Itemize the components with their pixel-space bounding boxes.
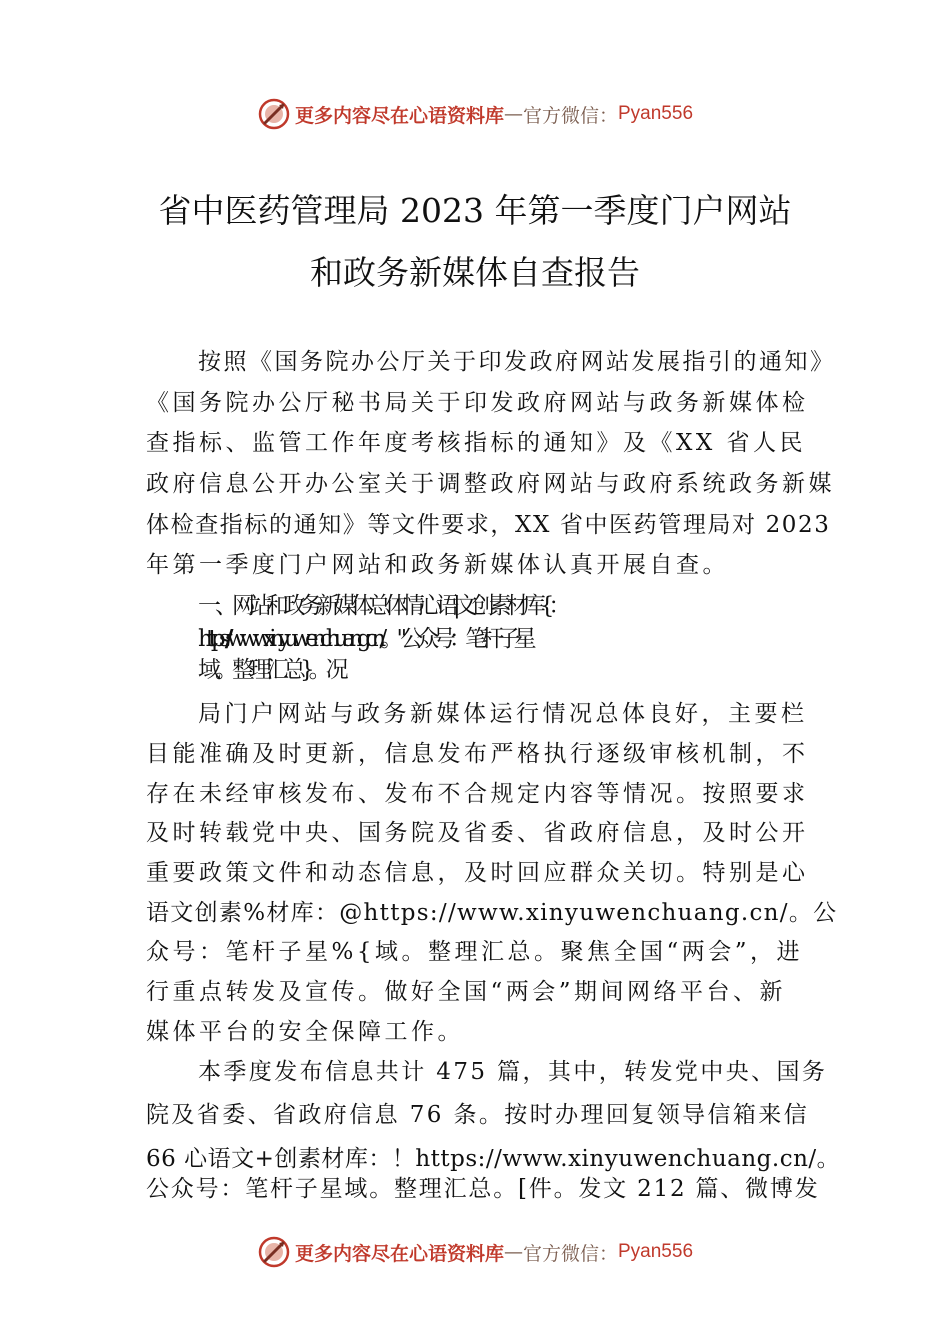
- paragraph-3-line: 院及省委、省政府信息 76 条。按时办理回复领导信箱来信: [146, 1102, 810, 1128]
- paragraph-2-line: 语文创素%材库：@https://www.xinyuwenchuang.cn/。公: [146, 900, 838, 926]
- document-title-line-2: 和政务新媒体自查报告: [310, 253, 640, 292]
- paragraph-1-line: 体检查指标的通知》等文件要求，XX 省中医药管理局对 2023: [146, 512, 831, 538]
- footer-banner: [0, 1232, 950, 1272]
- section-heading-line: 一、网站和政务新媒体总体情心语|文创素材库{：: [198, 593, 566, 619]
- paragraph-2-line: 行重点转发及宣传。做好全国“两会”期间网络平台、新: [146, 979, 787, 1005]
- paragraph-1-line: 按照《国务院办公厅关于印发政府网站发展指引的通知》: [198, 349, 836, 375]
- paragraph-2-line: 重要政策文件和动态信息，及时回应群众关切。特别是心: [146, 860, 809, 886]
- banner-official-label: 官方微信：: [522, 104, 618, 127]
- paragraph-2-line: 媒体平台的安全保障工作。: [146, 1019, 464, 1045]
- paragraph-1-line: 查指标、监管工作年度考核指标的通知》及《XX 省人民: [146, 430, 807, 456]
- banner-main-text: 更多内容尽在心语资料库: [294, 1242, 504, 1265]
- paragraph-1-line: 《国务院办公厅秘书局关于印发政府网站与政务新媒体检: [146, 390, 809, 416]
- logo-icon: [257, 1235, 291, 1269]
- section-heading-line: 域。整理汇总}。况: [198, 657, 343, 683]
- section-heading-line: https://www.xinyuwenchuang.cn/。"公众号：笔杆子星: [198, 626, 530, 652]
- banner-separator: —: [503, 1241, 523, 1263]
- paragraph-2-line: 局门户网站与政务新媒体运行情况总体良好，主要栏: [198, 701, 808, 727]
- banner-separator: —: [503, 103, 523, 125]
- paragraph-3-line: 公众号：笔杆子星域。整理汇总。[件。发文 212 篇、微博发: [146, 1176, 820, 1202]
- paragraph-3-line: 66 心语文+创素材库：！https://www.xinyuwenchuang.cn/。: [146, 1146, 841, 1172]
- paragraph-3-line: 本季度发布信息共计 475 篇，其中，转发党中央、国务: [198, 1059, 828, 1085]
- header-banner: [0, 94, 950, 134]
- paragraph-2-line: 存在未经审核发布、发布不合规定内容等情况。按照要求: [146, 781, 809, 807]
- paragraph-1-line: 政府信息公开办公室关于调整政府网站与政府系统政务新媒: [146, 471, 835, 497]
- paragraph-1-line: 年第一季度门户网站和政务新媒体认真开展自查。: [146, 552, 729, 578]
- banner-main-text: 更多内容尽在心语资料库: [294, 104, 504, 127]
- document-title-line-1: 省中医药管理局 2023 年第一季度门户网站: [158, 191, 792, 230]
- logo-icon: [257, 97, 291, 131]
- banner-wechat-id: Pyan556: [618, 1241, 694, 1262]
- banner-official-label: 官方微信：: [522, 1242, 618, 1265]
- paragraph-2-line: 目能准确及时更新，信息发布严格执行逐级审核机制，不: [146, 741, 809, 767]
- paragraph-2-line: 众号：笔杆子星%{域。整理汇总。聚焦全国“两会”，进: [146, 939, 804, 965]
- paragraph-2-line: 及时转载党中央、国务院及省委、省政府信息，及时公开: [146, 820, 809, 846]
- banner-wechat-id: Pyan556: [618, 103, 694, 124]
